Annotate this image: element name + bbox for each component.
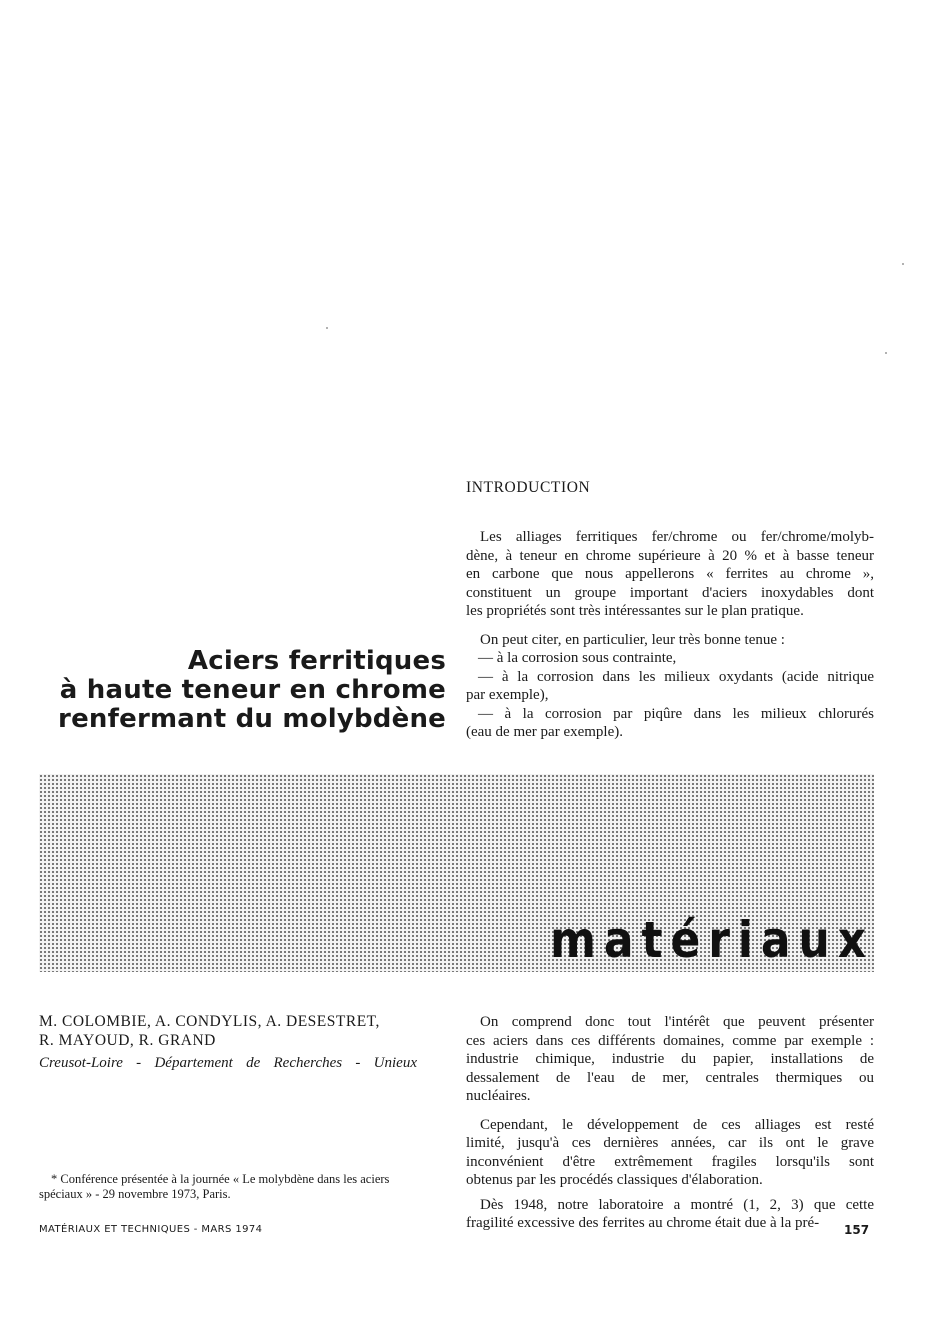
footnote [39, 1172, 447, 1202]
body-paragraph [466, 1116, 874, 1190]
text-line: Cependant, le développement de ces alliages est resté [480, 1116, 874, 1133]
text-line: fragilité excessive des ferrites au chrome était due à la pré- [466, 1215, 820, 1231]
introduction-text [466, 528, 874, 742]
authors-line: R. MAYOUD, R. GRAND [39, 1032, 216, 1049]
list-item-continuation: (eau de mer par exemple). [466, 724, 623, 740]
text-line: On peut citer, en particulier, leur très bonne tenue : [480, 631, 785, 648]
scan-speck [885, 352, 887, 354]
body-text [466, 1013, 874, 1233]
intro-paragraph [466, 528, 874, 621]
footnote-line: spéciaux » - 29 novembre 1973, Paris. [39, 1187, 231, 1201]
list-item: — à la corrosion par piqûre dans les milieux chlorurés [478, 705, 874, 722]
text-line: On comprend donc tout l'intérêt que peuvent présenter [480, 1014, 874, 1030]
title-line: renfermant du molybdène [58, 704, 446, 734]
text-line: industrie chimique, industrie du papier, installations de [466, 1051, 874, 1067]
list-item: — à la corrosion dans les milieux oxydants (acide nitrique [478, 668, 874, 685]
text-line: Dès 1948, notre laboratoire a montré (1, 2, 3) que cette [480, 1196, 874, 1213]
banner-word: matériaux [550, 911, 874, 969]
text-line: limité, jusqu'à ces dernières années, car ils ont le grave [466, 1135, 874, 1151]
section-heading-introduction: INTRODUCTION [466, 479, 591, 496]
scan-speck [902, 263, 904, 265]
text-line: dessalement de l'eau de mer, centrales thermiques ou [466, 1069, 874, 1086]
text-line: nucléaires. [466, 1088, 531, 1104]
text-line: dène, à teneur en chrome supérieure à 20 % et à basse teneur [466, 547, 874, 564]
body-paragraph [466, 1013, 874, 1106]
page-number: 157 [844, 1223, 870, 1237]
affiliation: Creusot-Loire - Département de Recherches - Unieux [39, 1055, 417, 1071]
text-line: obtenus par les procédés classiques d'élaboration. [466, 1172, 763, 1188]
title-line: à haute teneur en chrome [59, 675, 446, 705]
text-line: inconvénient d'être extrêmement fragiles lorsqu'ils sont [466, 1153, 874, 1170]
text-line: Les alliages ferritiques fer/chrome ou fer/chrome/molyb- [480, 529, 874, 545]
text-line: les propriétés sont très intéressantes sur le plan pratique. [466, 603, 804, 619]
authors-line: M. COLOMBIE, A. CONDYLIS, A. DESESTRET, [39, 1013, 380, 1030]
text-line: en carbone que nous appellerons « ferrites au chrome », [466, 566, 874, 582]
journal-footer: MATÉRIAUX ET TECHNIQUES - MARS 1974 [39, 1224, 263, 1235]
list-item: — à la corrosion sous contrainte, [478, 650, 677, 666]
title-line: Aciers ferritiques [187, 646, 446, 676]
list-item-continuation: par exemple), [466, 687, 549, 703]
text-line: ces aciers dans ces différents domaines, comme par exemple : [466, 1032, 874, 1049]
footnote-line: * Conférence présentée à la journée « Le molybdène dans les aciers [51, 1172, 390, 1186]
text-line: constituent un groupe important d'aciers inoxydables dont [466, 584, 874, 601]
intro-list [466, 631, 874, 742]
authors [39, 1012, 417, 1050]
body-paragraph [466, 1196, 874, 1233]
scan-speck [326, 327, 328, 329]
article-title [38, 647, 446, 734]
